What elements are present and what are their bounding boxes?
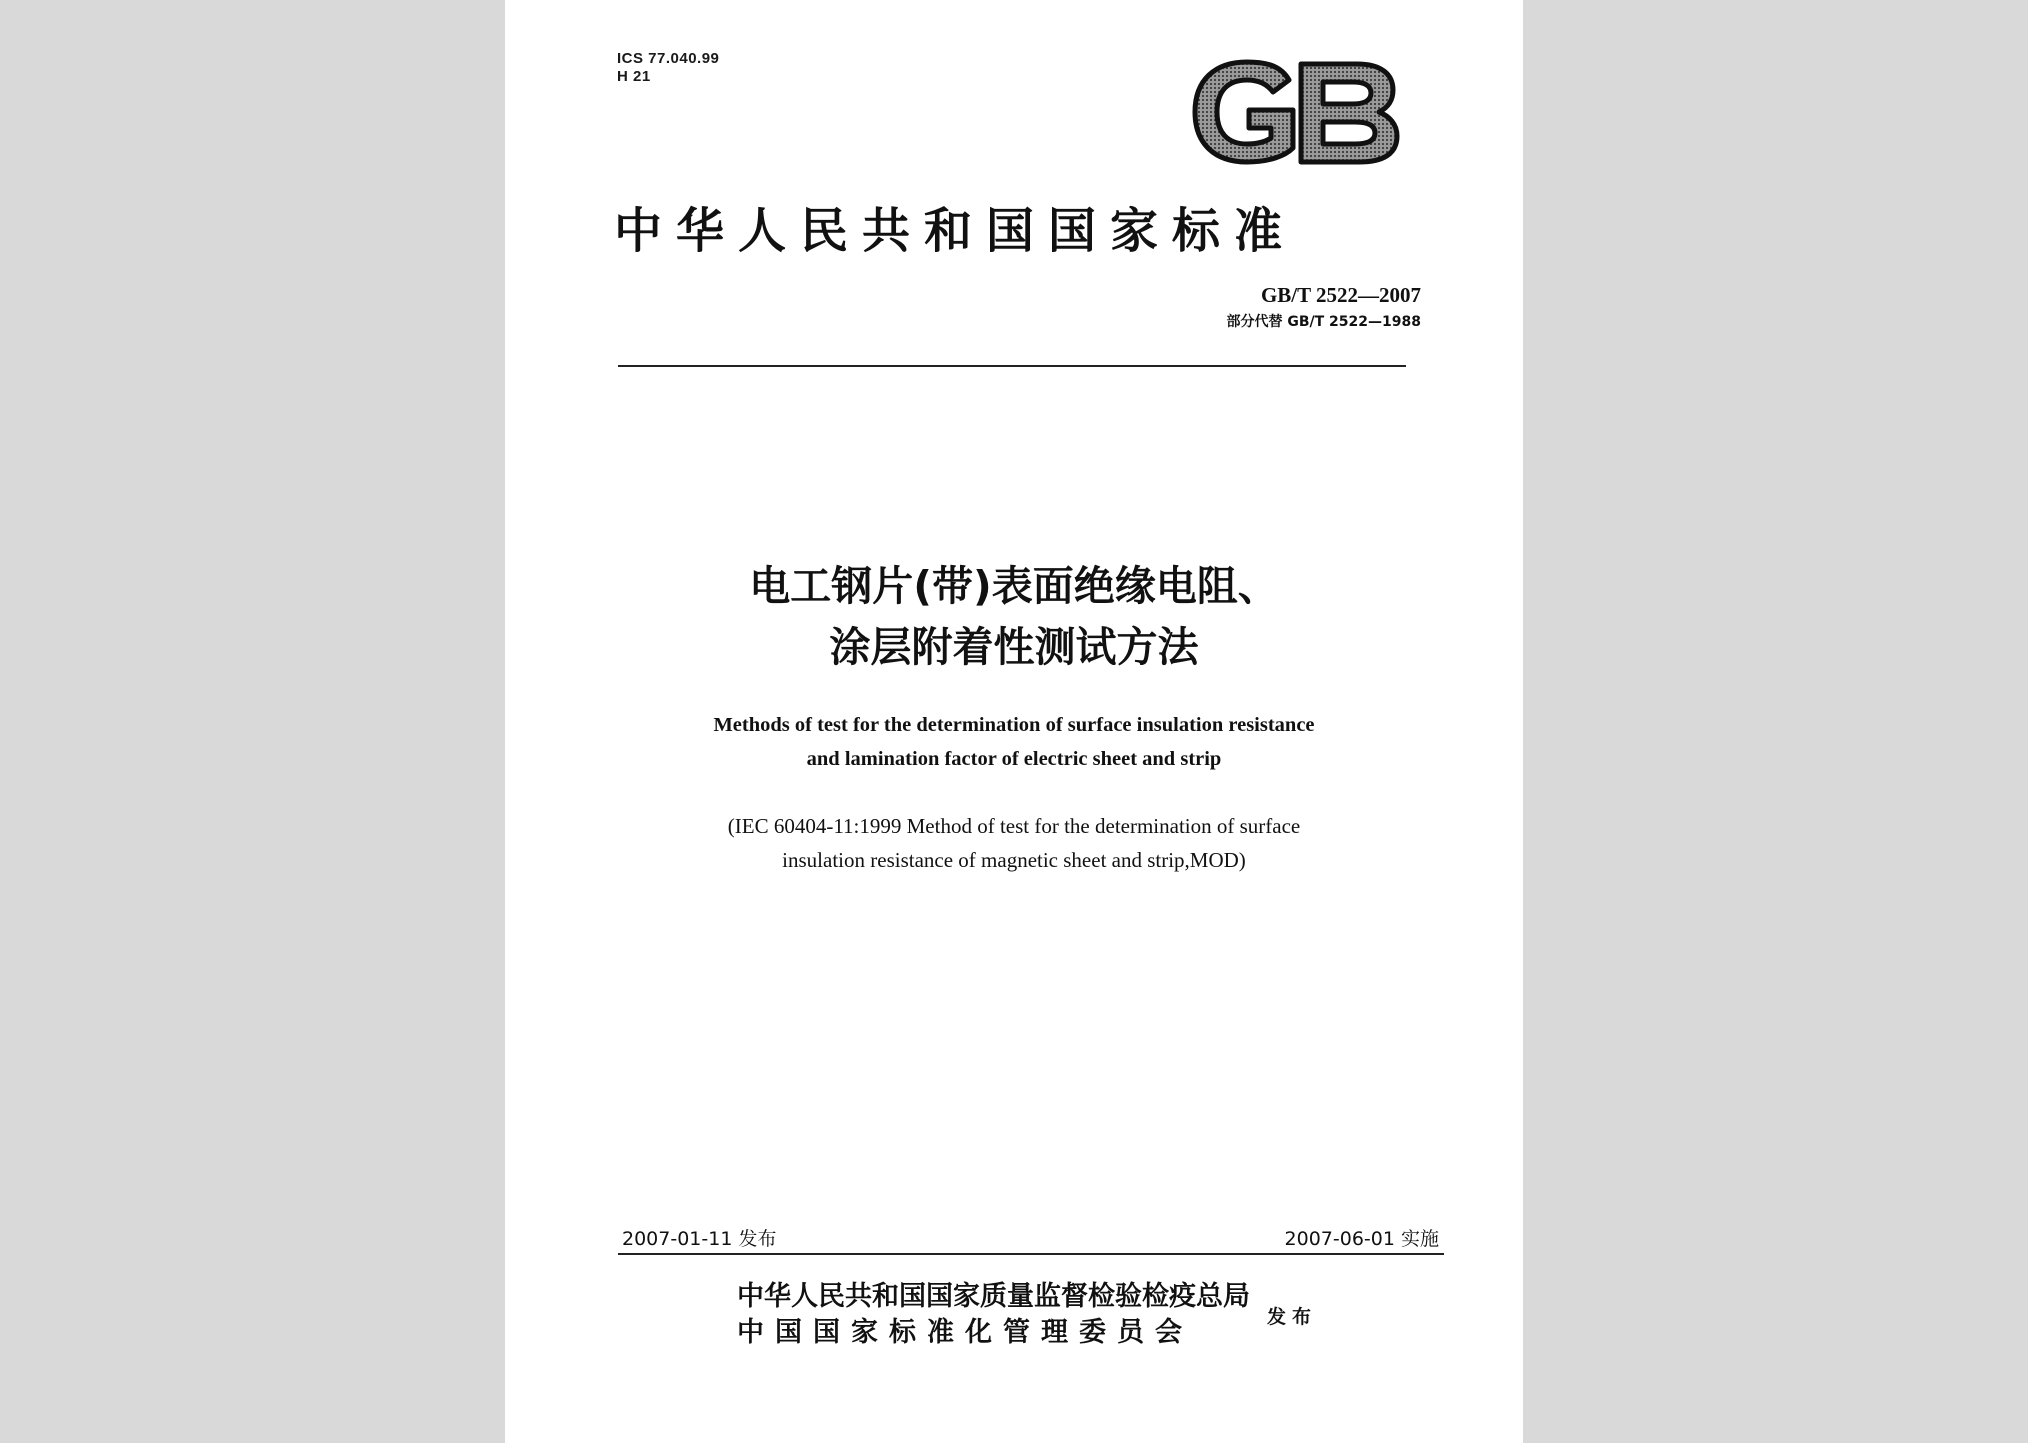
iec-reference-line1: (IEC 60404-11:1999 Method of test for the determination of surface	[727, 814, 1301, 838]
effective-date: 2007-06-01 实施	[1284, 1228, 1439, 1250]
en-title-line2: and lamination factor of electric sheet and strip	[806, 748, 1222, 770]
issue-date: 2007-01-11 发布	[622, 1228, 777, 1250]
footer-rule	[618, 1253, 1444, 1255]
iec-reference-line2: insulation resistance of magnetic sheet and strip,MOD)	[782, 848, 1246, 872]
replaces-note: 部分代替 GB/T 2522—1988	[1226, 314, 1421, 330]
document-page	[505, 0, 1523, 1443]
publisher-line1: 中华人民共和国国家质量监督检验检疫总局	[737, 1281, 1250, 1312]
publish-word: 发布	[1267, 1306, 1318, 1328]
ics-code: ICS 77.040.99	[617, 50, 720, 67]
en-title-line1: Methods of test for the determination of surface insulation resistance	[713, 714, 1315, 736]
cn-title-line1: 电工钢片(带)表面绝缘电阻、	[749, 562, 1279, 610]
standard-number: GB/T 2522—2007	[1260, 283, 1421, 307]
publisher-line2: 中国国家标准化管理委员会	[737, 1317, 1193, 1348]
ccs-code: H 21	[617, 68, 651, 85]
gb-logo	[1189, 58, 1401, 166]
header-rule	[618, 365, 1406, 367]
cn-title-line2: 涂层附着性测试方法	[829, 623, 1199, 671]
national-standard-title: 中华人民共和国国家标准	[614, 203, 1297, 259]
